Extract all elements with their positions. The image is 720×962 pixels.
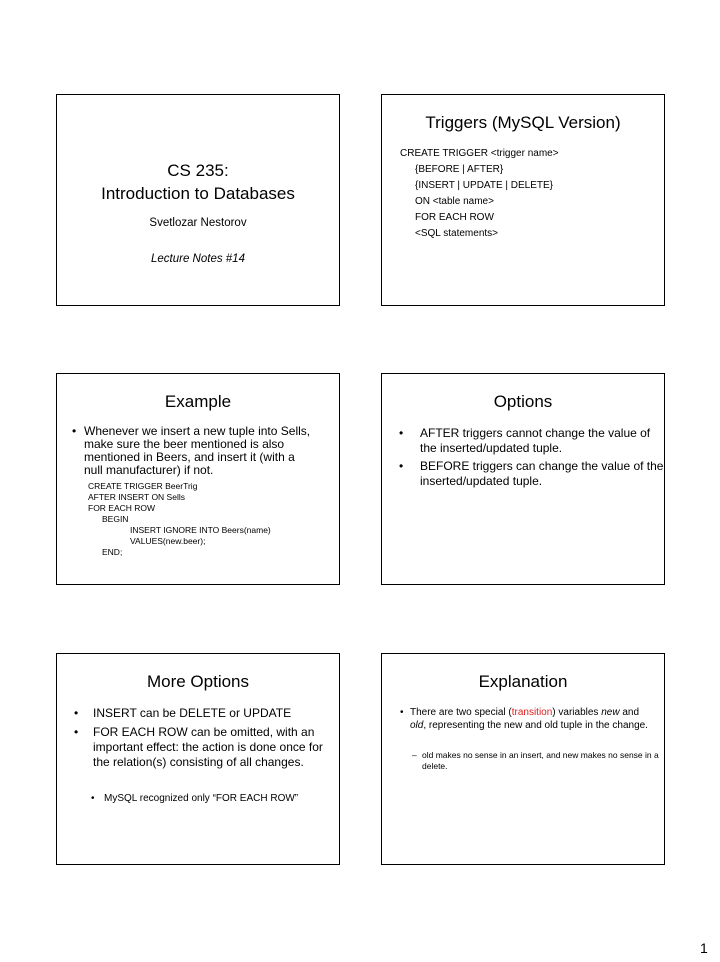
- bullet-item: • AFTER triggers cannot change the value of the inserted/updated tuple.: [399, 426, 651, 455]
- lecture-notes-label: Lecture Notes #14: [151, 253, 245, 265]
- code-line: CREATE TRIGGER BeerTrig: [88, 481, 198, 491]
- page-number: 1: [700, 940, 708, 956]
- slide-title: Triggers (MySQL Version): [425, 113, 621, 132]
- syntax-line: <SQL statements>: [415, 228, 499, 239]
- syntax-line: FOR EACH ROW: [415, 212, 494, 223]
- sub-bullet-item: • MySQL recognized only “FOR EACH ROW”: [91, 793, 299, 804]
- code-line: INSERT IGNORE INTO Beers(name): [130, 525, 271, 535]
- syntax-line: {INSERT | UPDATE | DELETE}: [415, 180, 554, 191]
- course-code: CS 235:: [167, 161, 229, 180]
- bullet-item: • FOR EACH ROW can be omitted, with an important effect: the action is done once for the relation(s) consisting of all changes.: [74, 725, 323, 769]
- slide-options: [381, 373, 665, 585]
- bullet-item: • There are two special (transition) variables new and old, representing the new and old tuple in the change.: [400, 707, 648, 731]
- author-name: Svetlozar Nestorov: [149, 217, 247, 229]
- code-line: END;: [102, 547, 123, 557]
- bullet-item: • INSERT can be DELETE or UPDATE: [74, 706, 292, 720]
- sub-bullet-item: – old makes no sense in an insert, and new makes no sense in a delete.: [412, 750, 659, 771]
- bullet-icon: •: [399, 426, 404, 440]
- code-line: BEGIN: [102, 514, 129, 524]
- bullet-icon: •: [74, 725, 79, 739]
- slide-title: Options: [493, 392, 553, 411]
- slide-title-card: [56, 94, 340, 306]
- bullet-line: null manufacturer) if not.: [84, 463, 214, 477]
- bullet-icon: •: [91, 793, 95, 804]
- bullet-line: mentioned in Beers, and insert it (with a: [84, 450, 295, 464]
- bullet-line: • Whenever we insert a new tuple into Sells,: [72, 424, 311, 438]
- bullet-icon: •: [399, 459, 404, 473]
- bullet-line: make sure the beer mentioned is also: [84, 437, 285, 451]
- slide-title: More Options: [146, 672, 250, 691]
- dash-icon: –: [412, 750, 417, 760]
- slide-title: Explanation: [478, 672, 568, 691]
- slide-explanation: [381, 653, 665, 865]
- bullet-icon: •: [400, 707, 404, 718]
- highlight-transition: transition: [511, 707, 553, 718]
- code-line: FOR EACH ROW: [88, 503, 156, 513]
- course-title: Introduction to Databases: [101, 184, 295, 203]
- syntax-line: CREATE TRIGGER <trigger name>: [400, 148, 559, 159]
- slide-triggers-mysql: [381, 94, 665, 306]
- bullet-item: • BEFORE triggers can change the value of the inserted/updated tuple.: [399, 459, 664, 488]
- bullet-icon: •: [72, 424, 77, 438]
- slide-title: Example: [164, 392, 232, 411]
- code-line: VALUES(new.beer);: [130, 536, 206, 546]
- slide-more-options: [56, 653, 340, 865]
- code-line: AFTER INSERT ON Sells: [88, 492, 185, 502]
- bullet-icon: •: [74, 706, 79, 720]
- syntax-line: {BEFORE | AFTER}: [415, 164, 504, 175]
- syntax-line: ON <table name>: [415, 196, 494, 207]
- slide-example: [56, 373, 340, 585]
